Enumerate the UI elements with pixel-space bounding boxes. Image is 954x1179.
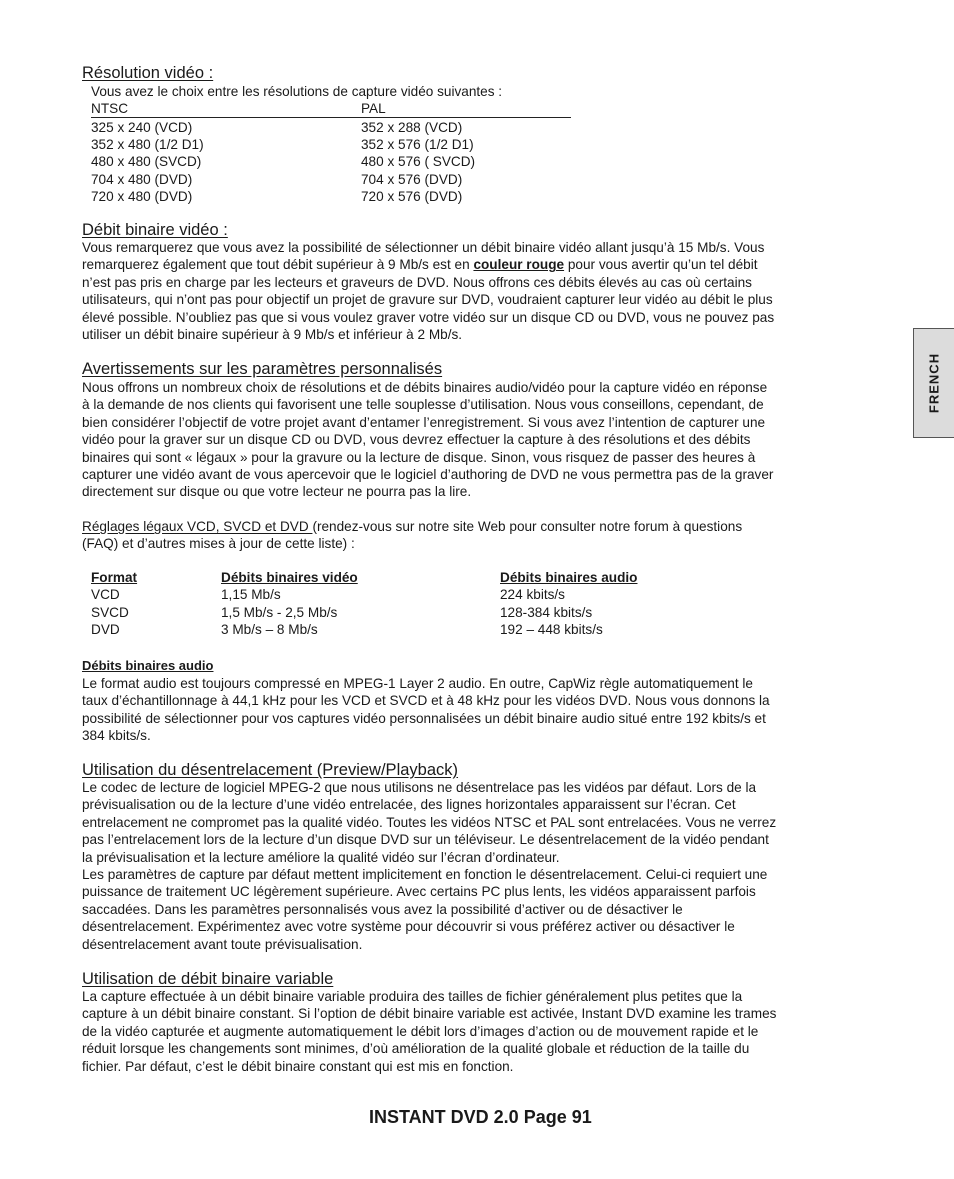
side-tab-label: FRENCH bbox=[926, 352, 942, 414]
paragraph-line: Le codec de lecture de logiciel MPEG-2 que nous utilisons ne désentrelace pas les vidéos par défaut. Lors de la bbox=[82, 780, 757, 795]
paragraph-line: capture à un débit binaire constant. Si l’option de débit binaire variable est activée, Instant DVD examine les trames bbox=[82, 1006, 777, 1022]
page-footer: INSTANT DVD 2.0 Page 91 bbox=[369, 1107, 592, 1127]
table-header-row bbox=[91, 569, 711, 586]
paragraph-line: 384 kbits/s. bbox=[82, 728, 151, 744]
resolution-table-header bbox=[91, 100, 571, 118]
paragraph-line: utilisateurs, qui n’ont pas pour objectif un projet de gravure sur DVD, voudraient capturer leur vidéo au débit le plus bbox=[82, 292, 773, 308]
col-ntsc: NTSC bbox=[91, 101, 129, 116]
paragraph-line: saccadées. Dans les paramètres personnalisés vous avez la possibilité d’activer ou de désactiver le bbox=[82, 901, 683, 917]
resolution-intro: Vous avez le choix entre les résolutions de capture vidéo suivantes : bbox=[91, 84, 503, 99]
audio-bitrate-paragraph bbox=[82, 675, 882, 745]
heading-vbr: Utilisation de débit binaire variable bbox=[82, 970, 334, 988]
table-row bbox=[91, 119, 571, 136]
paragraph-line: réduit lorsque les changements sont minimes, d’où amélioration de la qualité globale et réduction de la taille du bbox=[82, 1041, 750, 1057]
paragraph-line: de la vidéo capturée et augmente automatiquement le débit lors d’images d’action ou de mouvement rapide et le bbox=[82, 1023, 759, 1039]
paragraph-line: directement sur disque ou que votre lecteur ne pourra pas la lire. bbox=[82, 484, 472, 500]
ntsc-cell: 720 x 480 (DVD) bbox=[91, 188, 193, 204]
ntsc-cell: 480 x 480 (SVCD) bbox=[91, 154, 202, 170]
red-color-emphasis: couleur rouge bbox=[473, 257, 565, 273]
paragraph-line: n’est pas pris en charge par les lecteurs et graveurs de DVD. Nous offrons ces débits élevés au cas où certains bbox=[82, 274, 752, 290]
paragraph-line: désentrelacement avant toute prévisualisation. bbox=[82, 936, 363, 952]
paragraph-line: puissance de traitement UC légèrement supérieure. Avec certains PC plus lents, les vidéos apparaissent parfois bbox=[82, 884, 756, 900]
audio-bitrate-cell: 192 – 448 kbits/s bbox=[500, 622, 603, 638]
video-bitrate-cell: 1,5 Mb/s - 2,5 Mb/s bbox=[221, 604, 338, 620]
deinterlace-paragraph bbox=[82, 779, 882, 953]
heading-warnings: Avertissements sur les paramètres personnalisés bbox=[82, 360, 443, 378]
paragraph-line: Le format audio est toujours compressé en MPEG-1 Layer 2 audio. En outre, CapWiz règle automatiquement le bbox=[82, 676, 753, 691]
paragraph-line: taux d’échantillonnage à 44,1 kHz pour les VCD et SVCD et à 48 kHz pour les vidéos DVD. Nous vous donnons la bbox=[82, 693, 770, 709]
pal-cell: 704 x 576 (DVD) bbox=[361, 171, 463, 187]
col-pal: PAL bbox=[361, 101, 386, 116]
paragraph-line: (FAQ) et d’autres mises à jour de cette liste) : bbox=[82, 536, 355, 552]
table-row bbox=[91, 604, 711, 621]
heading-audio-bitrate: Débits binaires audio bbox=[82, 658, 214, 673]
audio-bitrate-cell: 224 kbits/s bbox=[500, 587, 565, 603]
legal-settings-paragraph bbox=[82, 518, 882, 553]
ntsc-cell: 325 x 240 (VCD) bbox=[91, 120, 193, 135]
header-video-bitrate: Débits binaires vidéo bbox=[221, 570, 358, 585]
paragraph-line: Nous offrons un nombreux choix de résolutions et de débits binaires audio/vidéo pour la capture vidéo en réponse bbox=[82, 380, 768, 395]
paragraph-line: Vous remarquerez que vous avez la possibilité de sélectionner un débit binaire vidéo allant jusqu’à 15 Mb/s. Vous bbox=[82, 240, 765, 255]
video-bitrate-paragraph bbox=[82, 239, 882, 343]
paragraph-line: vidéo pour la graver sur un disque CD ou DVD, vous devrez effectuer la capture à des résolutions et des débits bbox=[82, 432, 751, 448]
resolution-table bbox=[91, 83, 571, 205]
audio-bitrate-cell: 128-384 kbits/s bbox=[500, 604, 593, 620]
paragraph-line: la prévisualisation et la lecture améliore la qualité vidéo sur l’écran d’ordinateur. bbox=[82, 849, 560, 865]
text-run: remarquerez également que tout débit supérieur à 9 Mb/s est en bbox=[82, 257, 474, 273]
paragraph-line: pas l’entrelacement lors de la lecture d’un disque DVD sur un téléviseur. Le désentrelacement de la vidéo pendant bbox=[82, 832, 769, 848]
pal-cell: 720 x 576 (DVD) bbox=[361, 188, 463, 204]
header-format: Format bbox=[91, 570, 138, 585]
paragraph-line: désentrelacement. Expérimentez avec votre système pour découvrir si vous préférez activer ou désactiver le bbox=[82, 919, 735, 935]
format-cell: DVD bbox=[91, 622, 120, 638]
table-row bbox=[91, 621, 711, 638]
paragraph-line: bien considérer l’objectif de votre projet avant d’entamer l’enregistrement. Si vous avez l’intention de capturer une bbox=[82, 414, 766, 430]
format-cell: SVCD bbox=[91, 604, 129, 620]
table-row bbox=[91, 171, 571, 188]
video-bitrate-cell: 3 Mb/s – 8 Mb/s bbox=[221, 622, 318, 638]
ntsc-cell: 352 x 480 (1/2 D1) bbox=[91, 137, 204, 153]
text-run: (rendez-vous sur notre site Web pour consulter notre forum à questions bbox=[312, 519, 743, 534]
paragraph-line bbox=[82, 256, 882, 273]
pal-cell: 352 x 576 (1/2 D1) bbox=[361, 137, 474, 153]
paragraph-line bbox=[82, 518, 882, 535]
table-row bbox=[91, 136, 571, 153]
paragraph-line: entrelacement ne compromet pas la qualité vidéo. Toutes les vidéos NTSC et PAL sont entrelacées. Vous ne verrez bbox=[82, 814, 777, 830]
legal-settings-link: Réglages légaux VCD, SVCD et DVD bbox=[82, 519, 313, 534]
table-row bbox=[91, 188, 571, 205]
warnings-paragraph bbox=[82, 379, 882, 501]
format-cell: VCD bbox=[91, 587, 120, 603]
pal-cell: 480 x 576 ( SVCD) bbox=[361, 154, 476, 170]
heading-video-bitrate: Débit binaire vidéo : bbox=[82, 221, 228, 239]
paragraph-line: Les paramètres de capture par défaut mettent implicitement en fonction le désentrelacement. Celui-ci requiert une bbox=[82, 867, 768, 883]
paragraph-line: capturer une vidéo avant de vous apercevoir que le logiciel d’authoring de DVD ne vous permettra pas de la graver bbox=[82, 467, 774, 483]
ntsc-cell: 704 x 480 (DVD) bbox=[91, 171, 193, 187]
paragraph-line: à la demande de nos clients qui favorisent une telle souplesse d’utilisation. Nous vous conseillons, cependant, de bbox=[82, 397, 764, 413]
table-row bbox=[91, 586, 711, 603]
paragraph-line: utiliser un débit binaire supérieur à 9 Mb/s et inférieur à 2 Mb/s. bbox=[82, 327, 463, 343]
paragraph-line: élevé possible. N’oubliez pas que si vous voulez graver votre vidéo sur un disque CD ou DVD, vous ne pouvez pas bbox=[82, 309, 775, 325]
text-run: pour vous avertir qu’un tel débit bbox=[564, 257, 758, 273]
table-row bbox=[91, 153, 571, 170]
language-side-tab bbox=[913, 328, 954, 438]
paragraph-line: prévisualisation ou de la lecture d’une vidéo entrelacée, des lignes horizontales apparaissent sur l’écran. Cet bbox=[82, 797, 736, 813]
paragraph-line: possibilité de sélectionner pour vos captures vidéo personnalisées un débit binaire audio situé entre 192 kbits/s et bbox=[82, 710, 766, 726]
paragraph-line: La capture effectuée à un débit binaire variable produira des tailles de fichier généralement plus petites que la bbox=[82, 989, 743, 1004]
pal-cell: 352 x 288 (VCD) bbox=[361, 120, 463, 135]
paragraph-line: binaires qui sont « légaux » pour la gravure ou la lecture de disque. Sinon, vous risquez de passer des heures à bbox=[82, 449, 756, 465]
heading-resolution: Résolution vidéo : bbox=[82, 64, 214, 82]
header-audio-bitrate: Débits binaires audio bbox=[500, 570, 638, 585]
vbr-paragraph bbox=[82, 988, 882, 1075]
paragraph-line: fichier. Par défaut, c’est le débit binaire constant qui est mis en fonction. bbox=[82, 1058, 514, 1074]
heading-deinterlace: Utilisation du désentrelacement (Preview/Playback) bbox=[82, 761, 459, 779]
video-bitrate-cell: 1,15 Mb/s bbox=[221, 587, 281, 603]
legal-bitrate-table bbox=[91, 569, 711, 639]
